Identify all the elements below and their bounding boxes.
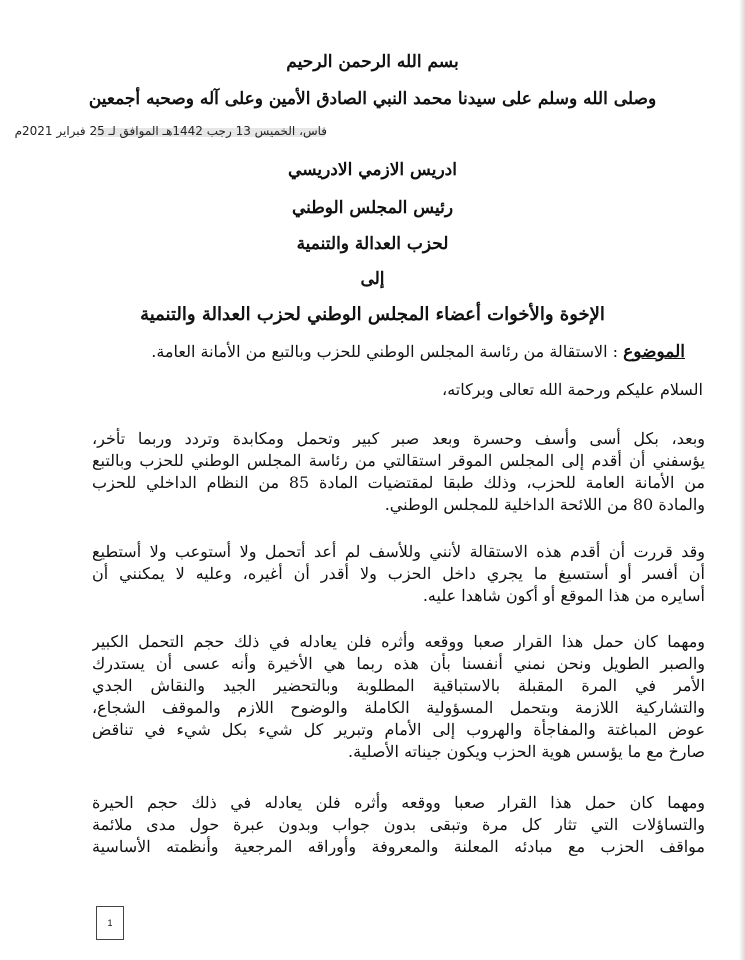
paragraph-1 [92, 428, 705, 516]
recipients: الإخوة والأخوات أعضاء المجلس الوطني لحزب العدالة والتنمية [140, 304, 605, 325]
paragraph-line: صارخ مع ما يؤسس هوية الحزب ويكون جيناته الأصلية. [348, 742, 705, 761]
paragraph-line: والمادة 80 من اللائحة الداخلية للمجلس الوطني. [384, 495, 705, 514]
paragraph-line: أسايره من هذا الموقع أو أكون شاهدا عليه. [422, 586, 705, 605]
paragraph-2 [92, 541, 705, 607]
paragraph-line: والتساؤلات التي تثار كل مرة وتبقى بدون جواب وبدون عبرة حول مدى ملائمة [92, 815, 705, 834]
paragraph-line: والتشاركية اللازمة وبتحمل المسؤولية الكاملة والوضوح اللازم والموقف الشجاع، [92, 698, 705, 717]
paragraph-3 [92, 631, 705, 763]
sender-party: لحزب العدالة والتنمية [296, 234, 449, 254]
page-number: 1 [96, 906, 124, 940]
paragraph-line: من الأمانة العامة للحزب، وذلك طبقا لمقتضيات المادة 85 من النظام الداخلي للحزب [92, 473, 705, 492]
paragraph-line: وقد قررت أن أقدم هذه الاستقالة لأنني وللأسف لم أعد أتحمل ولا أستوعب ولا أستطيع [92, 542, 705, 561]
paragraph-line: مواقف الحزب مع مبادئه المعلنة والمعروفة وأوراقه المرجعية وأنظمته الأساسية [92, 837, 705, 856]
paragraph-line: الأمر في المرة المقبلة بالاستباقية المطلوبة وبالتحضير الجيد والنقاش الجدي [92, 676, 705, 695]
greeting: السلام عليكم ورحمة الله تعالى وبركاته، [442, 380, 703, 399]
subject-label: الموضوع [623, 342, 685, 362]
page-edge-shadow [739, 0, 745, 960]
paragraph-line: ومهما كان حمل هذا القرار صعبا ووقعه وأثره فلن يعادله في ذلك حجم الحيرة [92, 793, 705, 812]
basmala: بسم الله الرحمن الرحيم [286, 52, 459, 72]
date-line: فاس، الخميس 13 رجب 1442هـ الموافق لـ 25 فبراير 2021م [14, 124, 327, 138]
paragraph-4 [92, 792, 705, 858]
subject-text: : الاستقالة من رئاسة المجلس الوطني للحزب وبالتبع من الأمانة العامة. [151, 342, 619, 361]
sender-title: رئيس المجلس الوطني [291, 198, 454, 218]
subject-line [151, 342, 685, 362]
paragraph-line: وبعد، بكل أسى وأسف وحسرة وبعد صبر كبير وتحمل ومكابدة وتردد وربما تأخر، [92, 429, 705, 448]
paragraph-line: يؤسفني أن أقدم إلى المجلس الموقر استقالتي من رئاسة المجلس الوطني للحزب وبالتبع [92, 451, 705, 470]
paragraph-line: عوض المباغتة والمفاجأة والهروب إلى الأمام وتبرير كل شيء بكل شيء في تناقض [92, 720, 705, 739]
paragraph-line: والصبر الطويل ونحن نمني أنفسنا بأن هذه ربما هي الأخيرة وأنه عسى أن يستدرك [92, 654, 705, 673]
salat-line: وصلى الله وسلم على سيدنا محمد النبي الصادق الأمين وعلى آله وصحبه أجمعين [88, 89, 657, 109]
paragraph-line: أن أفسر أو أستسيغ ما يجري داخل الحزب ولا أقدر أن أغيره، وعليه لا يمكنني أن [92, 564, 705, 583]
sender-name: ادريس الازمي الادريسي [288, 160, 457, 180]
to-word: إلى [360, 269, 385, 289]
paragraph-line: ومهما كان حمل هذا القرار صعبا ووقعه وأثره فلن يعادله في ذلك حجم التحمل الكبير [92, 632, 705, 651]
